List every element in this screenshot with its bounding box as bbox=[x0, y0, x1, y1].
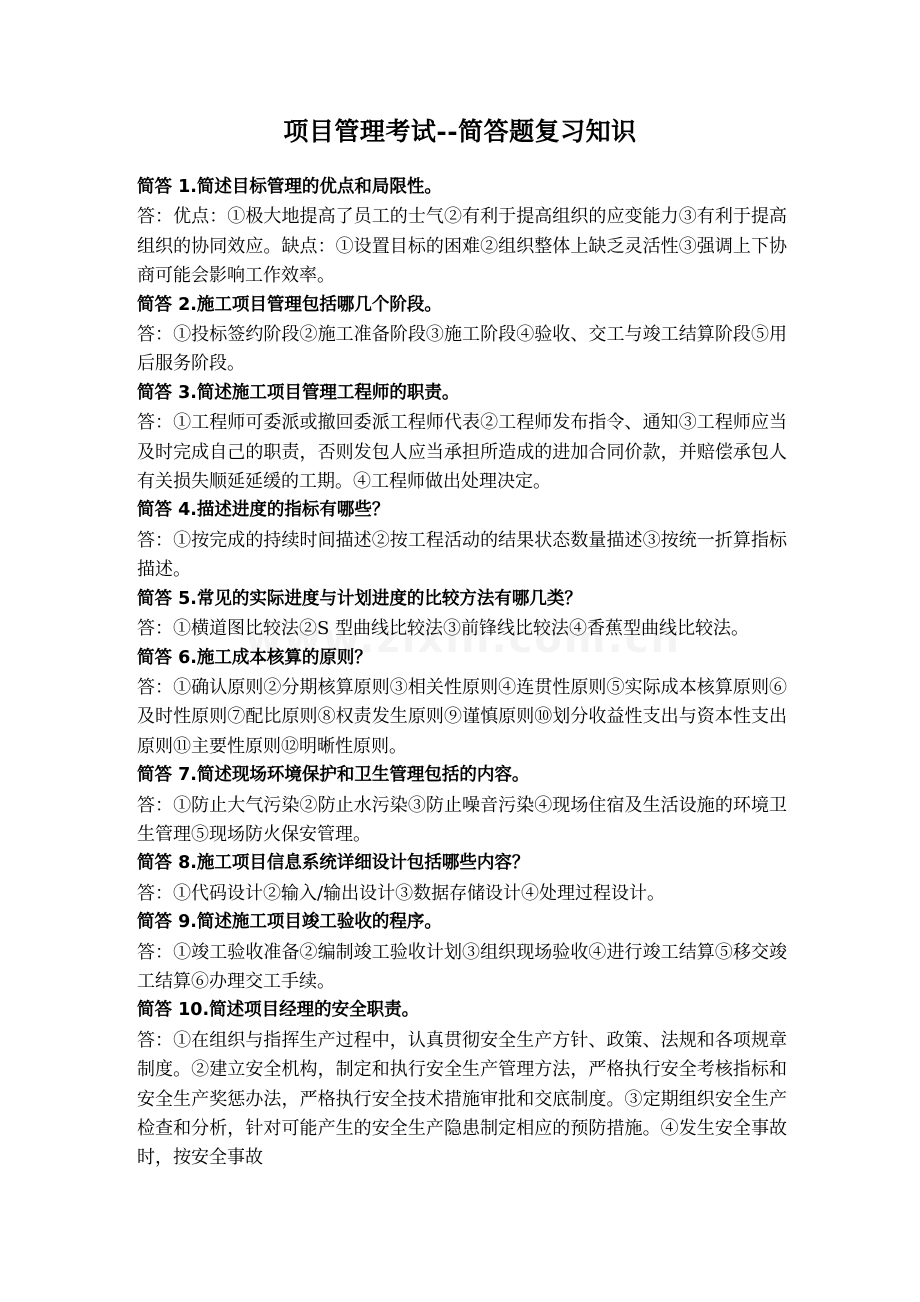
question-heading: 简答 10.简述项目经理的安全职责。 bbox=[137, 1000, 420, 1021]
question-heading: 简答 5.常见的实际进度与计划进度的比较方法有哪几类？ bbox=[137, 588, 582, 609]
qa-item bbox=[137, 379, 787, 497]
answer-text: 答：①投标签约阶段②施工准备阶段③施工阶段④验收、交工与竣工结算阶段⑤用后服务阶段。 bbox=[137, 324, 787, 375]
qa-item bbox=[137, 849, 787, 908]
answer-text: 答：①防止大气污染②防止水污染③防止噪音污染④现场住宿及生活设施的环境卫生管理⑤现场防火保安管理。 bbox=[137, 794, 787, 845]
question-heading: 简答 8.施工项目信息系统详细设计包括哪些内容？ bbox=[137, 853, 530, 874]
answer-text: 答：①工程师可委派或撤回委派工程师代表②工程师发布指令、通知③工程师应当及时完成自己的职责，否则发包人应当承担所造成的进加合同价款，并赔偿承包人有关损失顺延延缓的工期。④工程师做出处理决定。 bbox=[137, 412, 787, 493]
question-heading: 简答 7.简述现场环境保护和卫生管理包括的内容。 bbox=[137, 765, 530, 786]
answer-text: 答：①按完成的持续时间描述②按工程活动的结果状态数量描述③按统一折算指标描述。 bbox=[137, 529, 787, 581]
answer-text: 答：①确认原则②分期核算原则③相关性原则④连贯性原则⑤实际成本核算原则⑥及时性原则⑦配比原则⑧权责发生原则⑨谨慎原则⑩划分收益性支出与资本性支出原则⑪主要性原则⑫明晰性原则。 bbox=[137, 676, 787, 757]
answer-text: 答：①横道图比较法②S 型曲线比较法③前锋线比较法④香蕉型曲线比较法。 bbox=[137, 618, 750, 640]
qa-item bbox=[137, 996, 787, 1172]
qa-item bbox=[137, 644, 787, 762]
question-heading: 简答 2.施工项目管理包括哪几个阶段。 bbox=[137, 294, 442, 315]
question-heading: 简答 9.简述施工项目竣工验收的程序。 bbox=[137, 912, 442, 933]
question-heading: 简答 3.简述施工项目管理工程师的职责。 bbox=[137, 382, 460, 403]
qa-item bbox=[137, 173, 787, 291]
question-heading: 简答 4.描述进度的指标有哪些？ bbox=[137, 500, 390, 521]
qa-item bbox=[137, 585, 787, 644]
qa-item bbox=[137, 908, 787, 996]
answer-text: 答：①代码设计②输入/输出设计③数据存储设计④处理过程设计。 bbox=[137, 882, 666, 904]
qa-item bbox=[137, 496, 787, 584]
qa-item bbox=[137, 761, 787, 849]
page-title: 项目管理考试--简答题复习知识 bbox=[283, 117, 637, 146]
question-heading: 简答 1.简述目标管理的优点和局限性。 bbox=[137, 177, 442, 197]
question-heading: 简答 6.施工成本核算的原则？ bbox=[137, 647, 372, 668]
qa-item bbox=[137, 291, 787, 379]
answer-text: 答：①竣工验收准备②编制竣工验收计划③组织现场验收④进行竣工结算⑤移交竣工结算⑥办理交工手续。 bbox=[137, 941, 787, 992]
qa-list bbox=[137, 173, 787, 1173]
answer-text: 答：优点：①极大地提高了员工的士气②有利于提高组织的应变能力③有利于提高组织的协同效应。缺点：①设置目标的困难②组织整体上缺乏灵活性③强调上下协商可能会影响工作效率。 bbox=[137, 206, 787, 287]
answer-text: 答：①在组织与指挥生产过程中，认真贯彻安全生产方针、政策、法规和各项规章制度。②建立安全机构，制定和执行安全生产管理方法，严格执行安全考核指标和安全生产奖惩办法，严格执行安全技术措施审批和交底制度。③定期组织安全生产检查和分析，针对可能产生的安全生产隐患制定相应的预防措施。④发生安全事故时，按安全事故 bbox=[137, 1029, 787, 1169]
